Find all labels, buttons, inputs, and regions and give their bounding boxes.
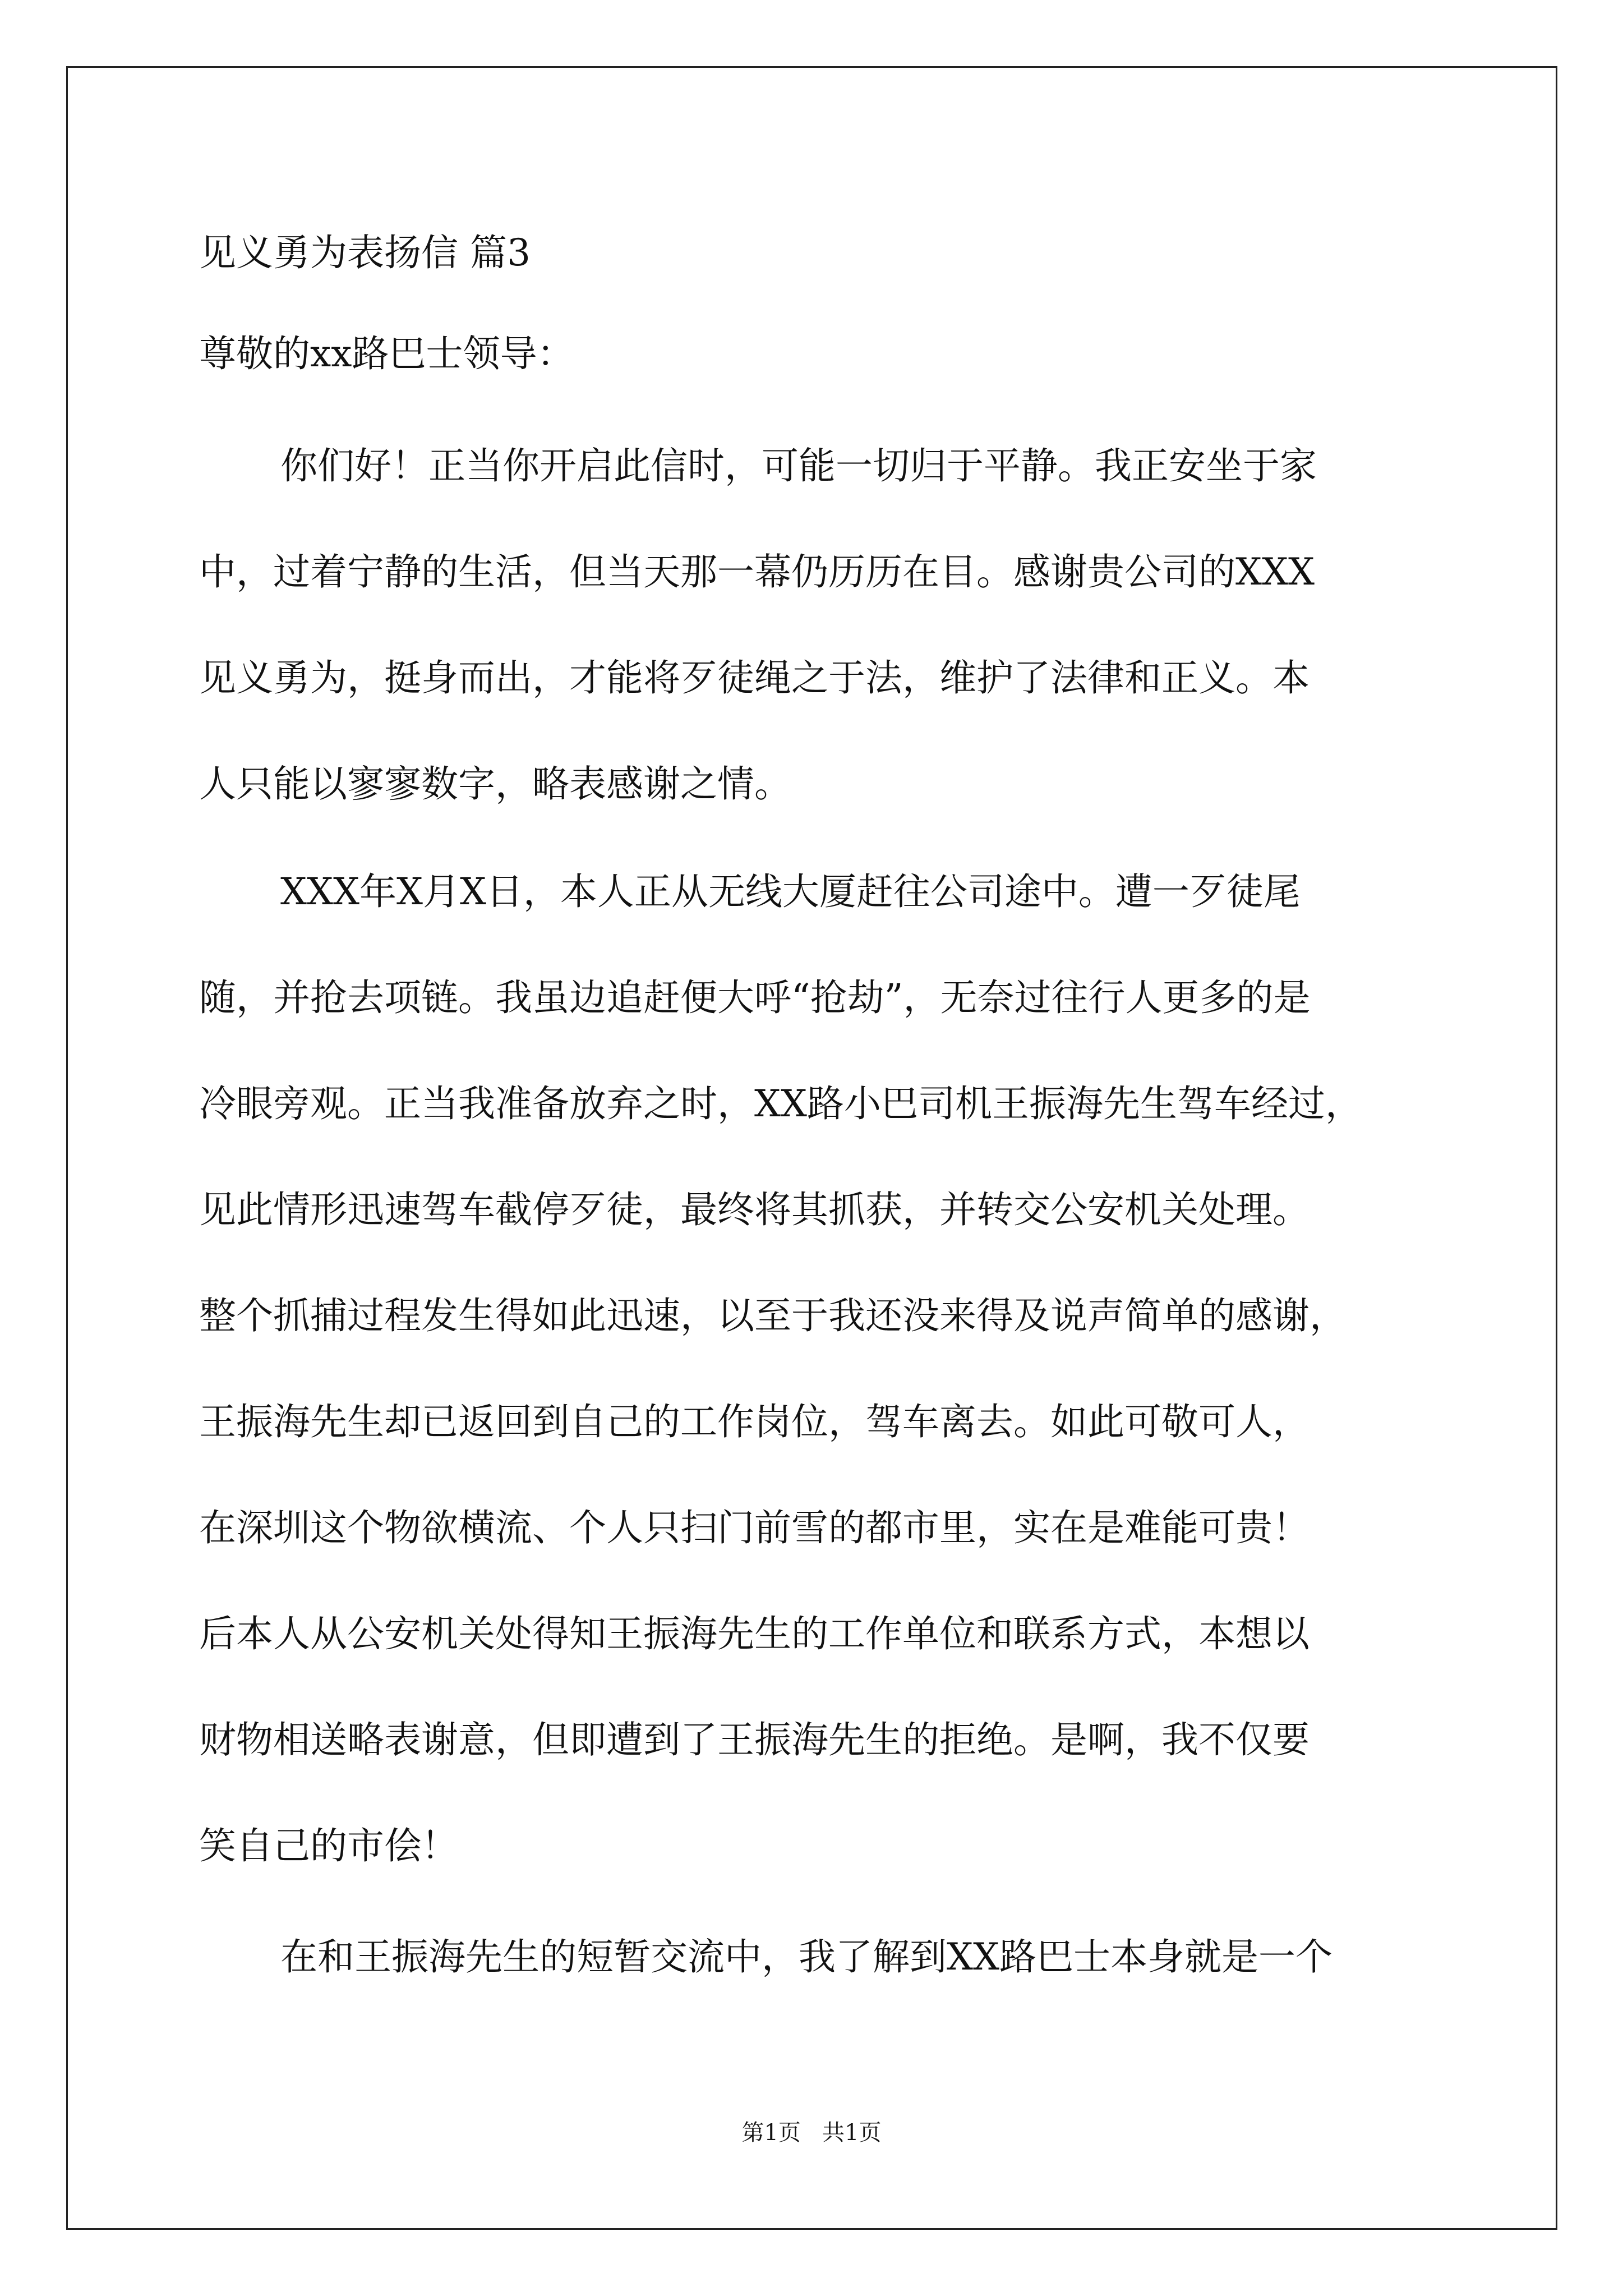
salutation: 尊敬的xx路巴士领导： — [199, 332, 574, 375]
paragraph-line: 随，并抢去项链。我虽边追赶便大呼“抢劫”，无奈过往行人更多的是 — [199, 976, 1311, 1019]
paragraph-line: 整个抓捕过程发生得如此迅速，以至于我还没来得及说声简单的感谢， — [199, 1294, 1347, 1337]
paragraph-line: 你们好！正当你开启此信时，可能一切归于平静。我正安坐于家 — [280, 444, 1317, 487]
paragraph-line: 笑自己的市侩！ — [199, 1824, 458, 1867]
paragraph-line: 王振海先生却已返回到自己的工作岗位，驾车离去。如此可敬可人， — [199, 1400, 1310, 1443]
paragraph-line: 财物相送略表谢意，但即遭到了王振海先生的拒绝。是啊，我不仅要 — [199, 1718, 1310, 1761]
page-border — [66, 66, 1557, 2230]
paragraph-line: 在和王振海先生的短暂交流中，我了解到XX路巴士本身就是一个 — [280, 1935, 1332, 1978]
paragraph-line: 在深圳这个物欲横流、个人只扫门前雪的都市里，实在是难能可贵！ — [199, 1506, 1310, 1549]
paragraph-line: 中，过着宁静的生活，但当天那一幕仍历历在目。感谢贵公司的XXX — [199, 550, 1315, 593]
paragraph-line: 见义勇为，挺身而出，才能将歹徒绳之于法，维护了法律和正义。本 — [199, 656, 1310, 700]
paragraph-line: 冷眼旁观。正当我准备放弃之时，XX路小巴司机王振海先生驾车经过， — [199, 1082, 1362, 1125]
document-title: 见义勇为表扬信 篇3 — [199, 231, 531, 274]
paragraph-line: 见此情形迅速驾车截停歹徒，最终将其抓获，并转交公安机关处理。 — [199, 1188, 1310, 1231]
paragraph-line: XXX年X月X日，本人正从无线大厦赶往公司途中。遭一歹徒尾 — [280, 870, 1301, 913]
page-number-footer: 第1页 共1页 — [741, 2120, 882, 2146]
paragraph-line: 人只能以寥寥数字，略表感谢之情。 — [199, 762, 791, 806]
paragraph-line: 后本人从公安机关处得知王振海先生的工作单位和联系方式，本想以 — [199, 1612, 1310, 1655]
